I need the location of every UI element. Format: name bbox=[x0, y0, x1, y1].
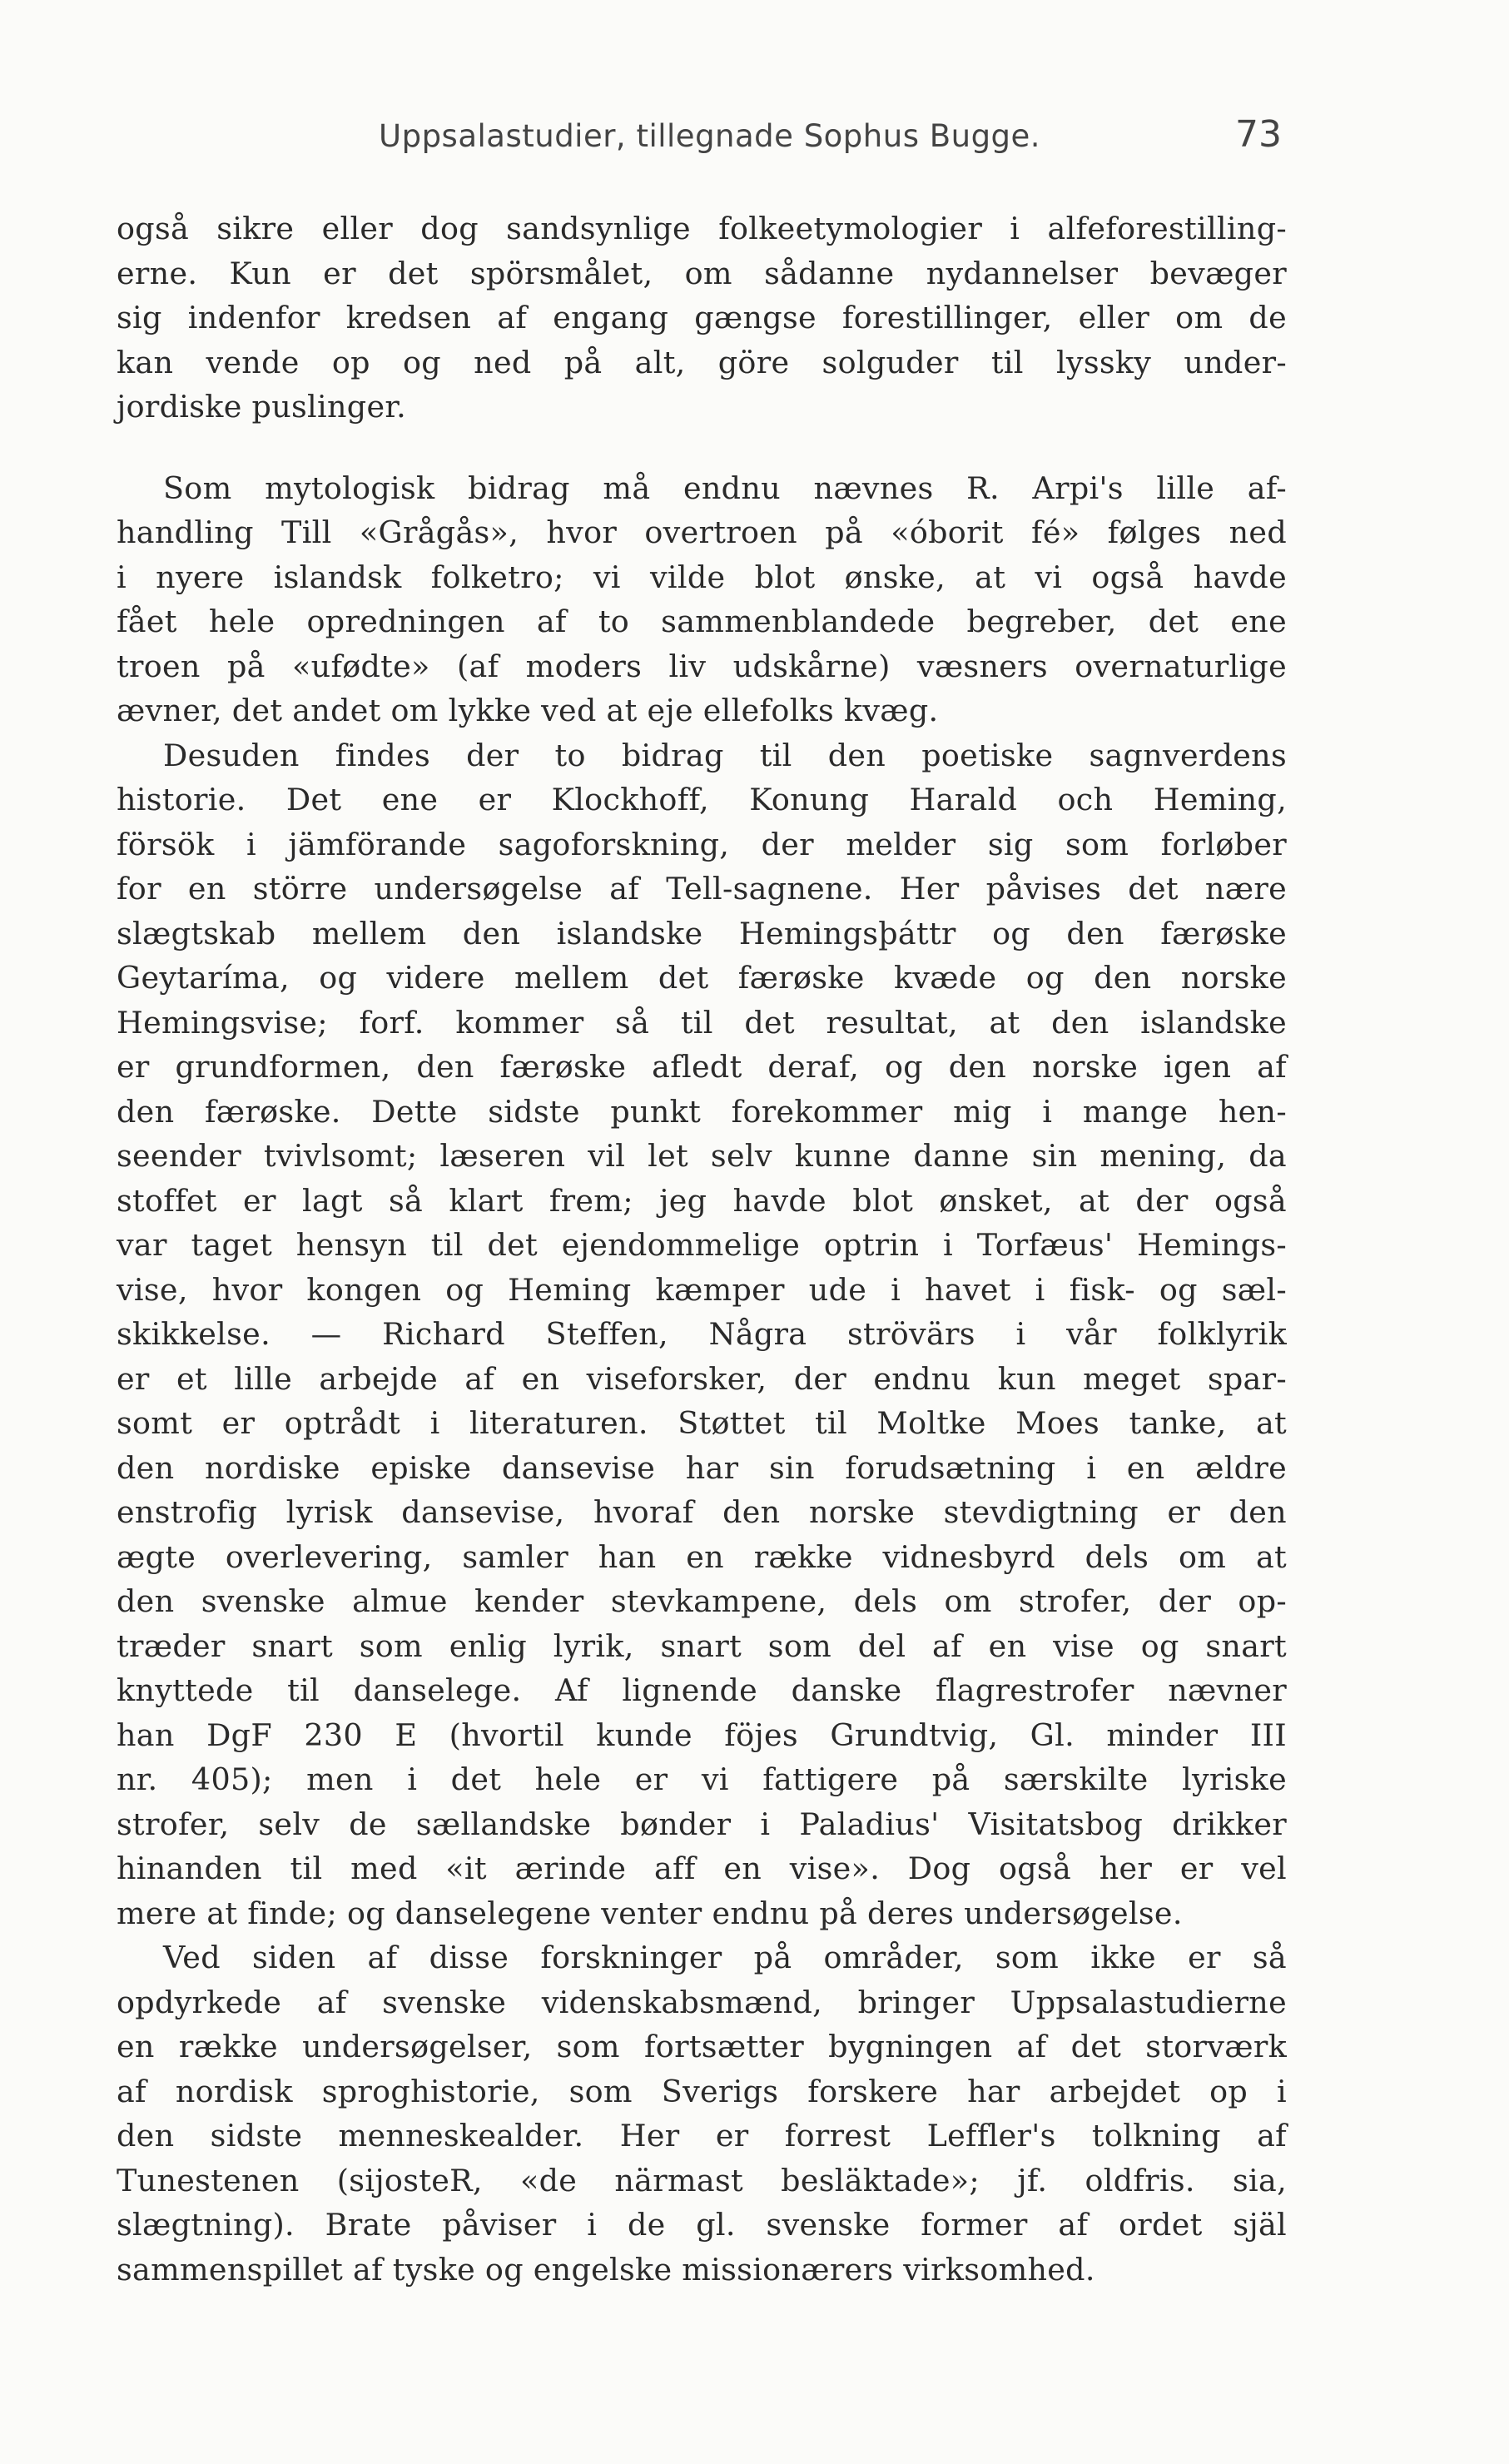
text-line: somt er optrådt i literaturen. Støttet til Moltke Moes tanke, at bbox=[117, 1405, 1287, 1441]
text-line: strofer, selv de sællandske bønder i Paladius' Visitatsbog drikker bbox=[117, 1806, 1287, 1842]
text-line: slægtning). Brate påviser i de gl. svenske former af ordet själ bbox=[117, 2207, 1287, 2243]
text-line: er et lille arbejde af en viseforsker, der endnu kun meget spar- bbox=[117, 1360, 1287, 1397]
text-line: den nordiske episke dansevise har sin forudsætning i en ældre bbox=[117, 1449, 1287, 1486]
text-line: af nordisk sproghistorie, som Sverigs forskere har arbejdet op i bbox=[117, 2073, 1287, 2109]
text-line: Desuden findes der to bidrag til den poetiske sagnverdens bbox=[163, 737, 1287, 773]
text-line: den færøske. Dette sidste punkt forekommer mig i mange hen- bbox=[117, 1093, 1287, 1130]
text-line: er grundformen, den færøske afledt deraf, og den norske igen af bbox=[117, 1049, 1287, 1085]
text-line: for en större undersøgelse af Tell-sagnene. Her påvises det nære bbox=[117, 871, 1287, 907]
text-line: försök i jämförande sagoforskning, der melder sig som forløber bbox=[117, 826, 1287, 862]
text-line: erne. Kun er det spörsmålet, om sådanne nydannelser bevæger bbox=[117, 255, 1287, 291]
text-line: enstrofig lyrisk dansevise, hvoraf den norske stevdigtning er den bbox=[117, 1494, 1287, 1530]
text-line: historie. Det ene er Klockhoff, Konung Harald och Heming, bbox=[117, 782, 1287, 817]
text-line: opdyrkede af svenske videnskabsmænd, bringer Uppsalastudierne bbox=[117, 1984, 1287, 2020]
text-line: Som mytologisk bidrag må endnu nævnes R. Arpi's lille af- bbox=[163, 469, 1287, 506]
text-line: skikkelse. — Richard Steffen, Några strövärs i vår folklyrik bbox=[117, 1316, 1287, 1352]
body-text bbox=[117, 206, 1287, 2292]
text-line: Hemingsvise; forf. kommer så til det resultat, at den islandske bbox=[117, 1004, 1287, 1041]
text-line: Geytaríma, og videre mellem det færøske kvæde og den norske bbox=[117, 960, 1287, 996]
text-line: sammenspillet af tyske og engelske missionærers virksomhed. bbox=[117, 2251, 1095, 2288]
text-line: ægte overlevering, samler han en række vidnesbyrd dels om at bbox=[117, 1538, 1287, 1575]
paragraph-gap bbox=[117, 430, 1287, 466]
running-head bbox=[117, 113, 1282, 163]
text-line: også sikre eller dog sandsynlige folkeetymologier i alfeforestilling- bbox=[117, 211, 1287, 246]
text-line: fået hele opredningen af to sammenblandede begreber, det ene bbox=[117, 604, 1287, 639]
text-line: den sidste menneskealder. Her er forrest Leffler's tolkning af bbox=[117, 2118, 1287, 2154]
text-line: han DgF 230 E (hvortil kunde föjes Grundtvig, Gl. minder III bbox=[117, 1716, 1287, 1753]
text-line: stoffet er lagt så klart frem; jeg havde blot ønsket, at der også bbox=[117, 1182, 1287, 1219]
text-line: kan vende op og ned på alt, göre solguder til lyssky under- bbox=[117, 344, 1287, 380]
text-line: troen på «ufødte» (af moders liv udskårne) væsners overnaturlige bbox=[117, 648, 1287, 684]
text-line: seender tvivlsomt; læseren vil let selv kunne danne sin mening, da bbox=[117, 1138, 1287, 1174]
text-line: var taget hensyn til det ejendommelige optrin i Torfæus' Hemings- bbox=[117, 1227, 1287, 1263]
text-line: Ved siden af disse forskninger på områder, som ikke er så bbox=[163, 1940, 1287, 1975]
running-title: Uppsalastudier, tillegnade Sophus Bugge. bbox=[379, 118, 1041, 154]
text-line: mere at finde; og danselegene venter endnu på deres undersøgelse. bbox=[117, 1895, 1183, 1931]
text-line: jordiske puslinger. bbox=[117, 389, 406, 425]
text-line: træder snart som enlig lyrik, snart som del af en vise og snart bbox=[117, 1627, 1287, 1664]
text-line: den svenske almue kender stevkampene, dels om strofer, der op- bbox=[117, 1583, 1287, 1619]
text-line: sig indenfor kredsen af engang gængse forestillinger, eller om de bbox=[117, 300, 1287, 335]
text-line: vise, hvor kongen og Heming kæmper ude i havet i fisk- og sæl- bbox=[117, 1271, 1287, 1308]
text-line: slægtskab mellem den islandske Hemingsþáttr og den færøske bbox=[117, 915, 1287, 951]
text-line: Tunestenen (sijosteR, «de närmast besläktade»; jf. oldfris. sia, bbox=[117, 2162, 1287, 2198]
text-line: handling Till «Grågås», hvor overtroen på «óborit fé» følges ned bbox=[117, 514, 1287, 550]
text-line: knyttede til danselege. Af lignende danske flagrestrofer nævner bbox=[117, 1672, 1287, 1708]
text-line: ævner, det andet om lykke ved at eje ellefolks kvæg. bbox=[117, 693, 939, 728]
text-line: i nyere islandsk folketro; vi vilde blot ønske, at vi også havde bbox=[117, 559, 1287, 595]
text-line: hinanden til med «it ærinde aff en vise». Dog også her er vel bbox=[117, 1850, 1287, 1886]
page-number: 73 bbox=[1235, 113, 1282, 156]
text-line: nr. 405); men i det hele er vi fattigere på særskilte lyriske bbox=[117, 1761, 1287, 1797]
text-line: en række undersøgelser, som fortsætter bygningen af det storværk bbox=[117, 2029, 1287, 2064]
